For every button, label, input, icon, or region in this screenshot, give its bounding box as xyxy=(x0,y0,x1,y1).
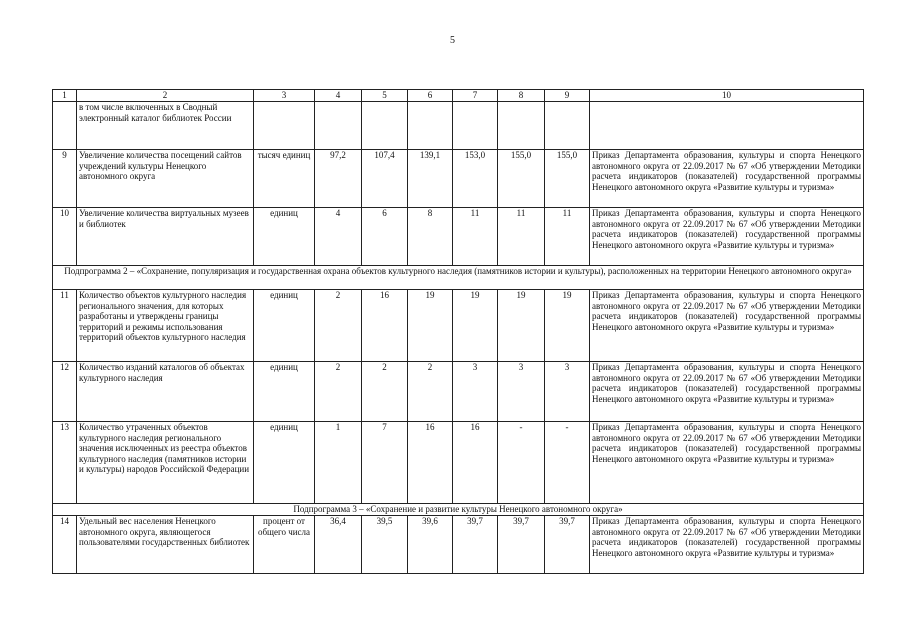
value-cell: 39,7 xyxy=(545,516,590,574)
unit: процент от общего числа xyxy=(254,516,315,574)
table-row xyxy=(53,290,864,362)
value-cell: 11 xyxy=(498,208,545,266)
value-cell xyxy=(545,102,590,150)
value-cell: 19 xyxy=(453,290,498,362)
unit: единиц xyxy=(254,362,315,422)
column-header: 1 xyxy=(53,90,77,102)
value-cell: 2 xyxy=(315,290,362,362)
value-cell: 2 xyxy=(408,362,453,422)
value-cell: 139,1 xyxy=(408,150,453,208)
column-header: 6 xyxy=(408,90,453,102)
indicator-name: Увеличение количества посещений сайтов учреждений культуры Ненецкого автономного округа xyxy=(77,150,254,208)
column-number-row xyxy=(53,90,864,102)
row-number: 9 xyxy=(53,150,77,208)
unit xyxy=(254,102,315,150)
row-number: 13 xyxy=(53,422,77,504)
value-cell: 39,6 xyxy=(408,516,453,574)
value-cell: 2 xyxy=(362,362,408,422)
table-row xyxy=(53,516,864,574)
row-number xyxy=(53,102,77,150)
value-cell: 3 xyxy=(453,362,498,422)
indicator-name: Увеличение количества виртуальных музеев и библиотек xyxy=(77,208,254,266)
source-document: Приказ Департамента образования, культуры и спорта Ненецкого автономного округа от 22.09.2017 № 67 «Об утверждении Методики расчета индикаторов (показателей) государственной программы Ненецкого автономного округа «Развитие культуры и туризма» xyxy=(590,516,864,574)
source-document: Приказ Департамента образования, культуры и спорта Ненецкого автономного округа от 22.09.2017 № 67 «Об утверждении Методики расчета индикаторов (показателей) государственной программы Ненецкого автономного округа «Развитие культуры и туризма» xyxy=(590,362,864,422)
value-cell: 16 xyxy=(408,422,453,504)
unit: единиц xyxy=(254,290,315,362)
column-header: 9 xyxy=(545,90,590,102)
column-header: 10 xyxy=(590,90,864,102)
value-cell: 6 xyxy=(362,208,408,266)
value-cell: 39,5 xyxy=(362,516,408,574)
row-number: 12 xyxy=(53,362,77,422)
value-cell: 39,7 xyxy=(453,516,498,574)
value-cell: 11 xyxy=(545,208,590,266)
value-cell: 36,4 xyxy=(315,516,362,574)
value-cell: 11 xyxy=(453,208,498,266)
value-cell: 3 xyxy=(545,362,590,422)
subprogram-3-title: Подпрограмма 3 – «Сохранение и развитие культуры Ненецкого автономного округа» xyxy=(53,504,864,516)
value-cell: 16 xyxy=(453,422,498,504)
source-document: Приказ Департамента образования, культуры и спорта Ненецкого автономного округа от 22.09.2017 № 67 «Об утверждении Методики расчета индикаторов (показателей) государственной программы Ненецкого автономного округа «Развитие культуры и туризма» xyxy=(590,150,864,208)
value-cell: 155,0 xyxy=(545,150,590,208)
indicator-name: Удельный вес населения Ненецкого автономного округа, являющегося пользователями государственных библиотек xyxy=(77,516,254,574)
indicator-name: Количество изданий каталогов об объектах культурного наследия xyxy=(77,362,254,422)
row-number: 10 xyxy=(53,208,77,266)
indicator-name: в том числе включенных в Сводный электронный каталог библиотек России xyxy=(77,102,254,150)
column-header: 8 xyxy=(498,90,545,102)
value-cell: 97,2 xyxy=(315,150,362,208)
source-document: Приказ Департамента образования, культуры и спорта Ненецкого автономного округа от 22.09.2017 № 67 «Об утверждении Методики расчета индикаторов (показателей) государственной программы Ненецкого автономного округа «Развитие культуры и туризма» xyxy=(590,290,864,362)
column-header: 3 xyxy=(254,90,315,102)
unit: тысяч единиц xyxy=(254,150,315,208)
value-cell: 19 xyxy=(408,290,453,362)
value-cell: 19 xyxy=(545,290,590,362)
value-cell xyxy=(315,102,362,150)
unit: единиц xyxy=(254,422,315,504)
value-cell xyxy=(408,102,453,150)
indicator-name: Количество утраченных объектов культурного наследия регионального значения исключенных из реестра объектов культурного наследия (памятников истории и культуры) народов Российской Федерации xyxy=(77,422,254,504)
column-header: 7 xyxy=(453,90,498,102)
subprogram-2-title: Подпрограмма 2 – «Сохранение, популяризация и государственная охрана объектов культурного наследия (памятников истории и культуры), расположенных на территории Ненецкого автономного округа» xyxy=(53,266,864,290)
value-cell xyxy=(362,102,408,150)
table-row xyxy=(53,362,864,422)
subprogram-row xyxy=(53,266,864,290)
column-header: 2 xyxy=(77,90,254,102)
value-cell: 153,0 xyxy=(453,150,498,208)
value-cell xyxy=(453,102,498,150)
value-cell: 8 xyxy=(408,208,453,266)
value-cell: 155,0 xyxy=(498,150,545,208)
table-row xyxy=(53,102,864,150)
table-row xyxy=(53,208,864,266)
value-cell: 19 xyxy=(498,290,545,362)
column-header: 4 xyxy=(315,90,362,102)
page-number: 5 xyxy=(450,35,455,46)
table-row xyxy=(53,150,864,208)
indicator-name: Количество объектов культурного наследия регионального значения, для которых разработаны и утверждены границы территорий и режимы использования территорий объектов культурного наследия xyxy=(77,290,254,362)
indicators-table xyxy=(52,89,864,574)
subprogram-row xyxy=(53,504,864,516)
value-cell: - xyxy=(545,422,590,504)
row-number: 14 xyxy=(53,516,77,574)
value-cell: 39,7 xyxy=(498,516,545,574)
value-cell: 16 xyxy=(362,290,408,362)
source-document: Приказ Департамента образования, культуры и спорта Ненецкого автономного округа от 22.09.2017 № 67 «Об утверждении Методики расчета индикаторов (показателей) государственной программы Ненецкого автономного округа «Развитие культуры и туризма» xyxy=(590,422,864,504)
source-document xyxy=(590,102,864,150)
value-cell: 1 xyxy=(315,422,362,504)
value-cell xyxy=(498,102,545,150)
value-cell: 3 xyxy=(498,362,545,422)
unit: единиц xyxy=(254,208,315,266)
value-cell: 4 xyxy=(315,208,362,266)
source-document: Приказ Департамента образования, культуры и спорта Ненецкого автономного округа от 22.09.2017 № 67 «Об утверждении Методики расчета индикаторов (показателей) государственной программы Ненецкого автономного округа «Развитие культуры и туризма» xyxy=(590,208,864,266)
value-cell: 107,4 xyxy=(362,150,408,208)
column-header: 5 xyxy=(362,90,408,102)
value-cell: 2 xyxy=(315,362,362,422)
value-cell: 7 xyxy=(362,422,408,504)
row-number: 11 xyxy=(53,290,77,362)
table-row xyxy=(53,422,864,504)
value-cell: - xyxy=(498,422,545,504)
